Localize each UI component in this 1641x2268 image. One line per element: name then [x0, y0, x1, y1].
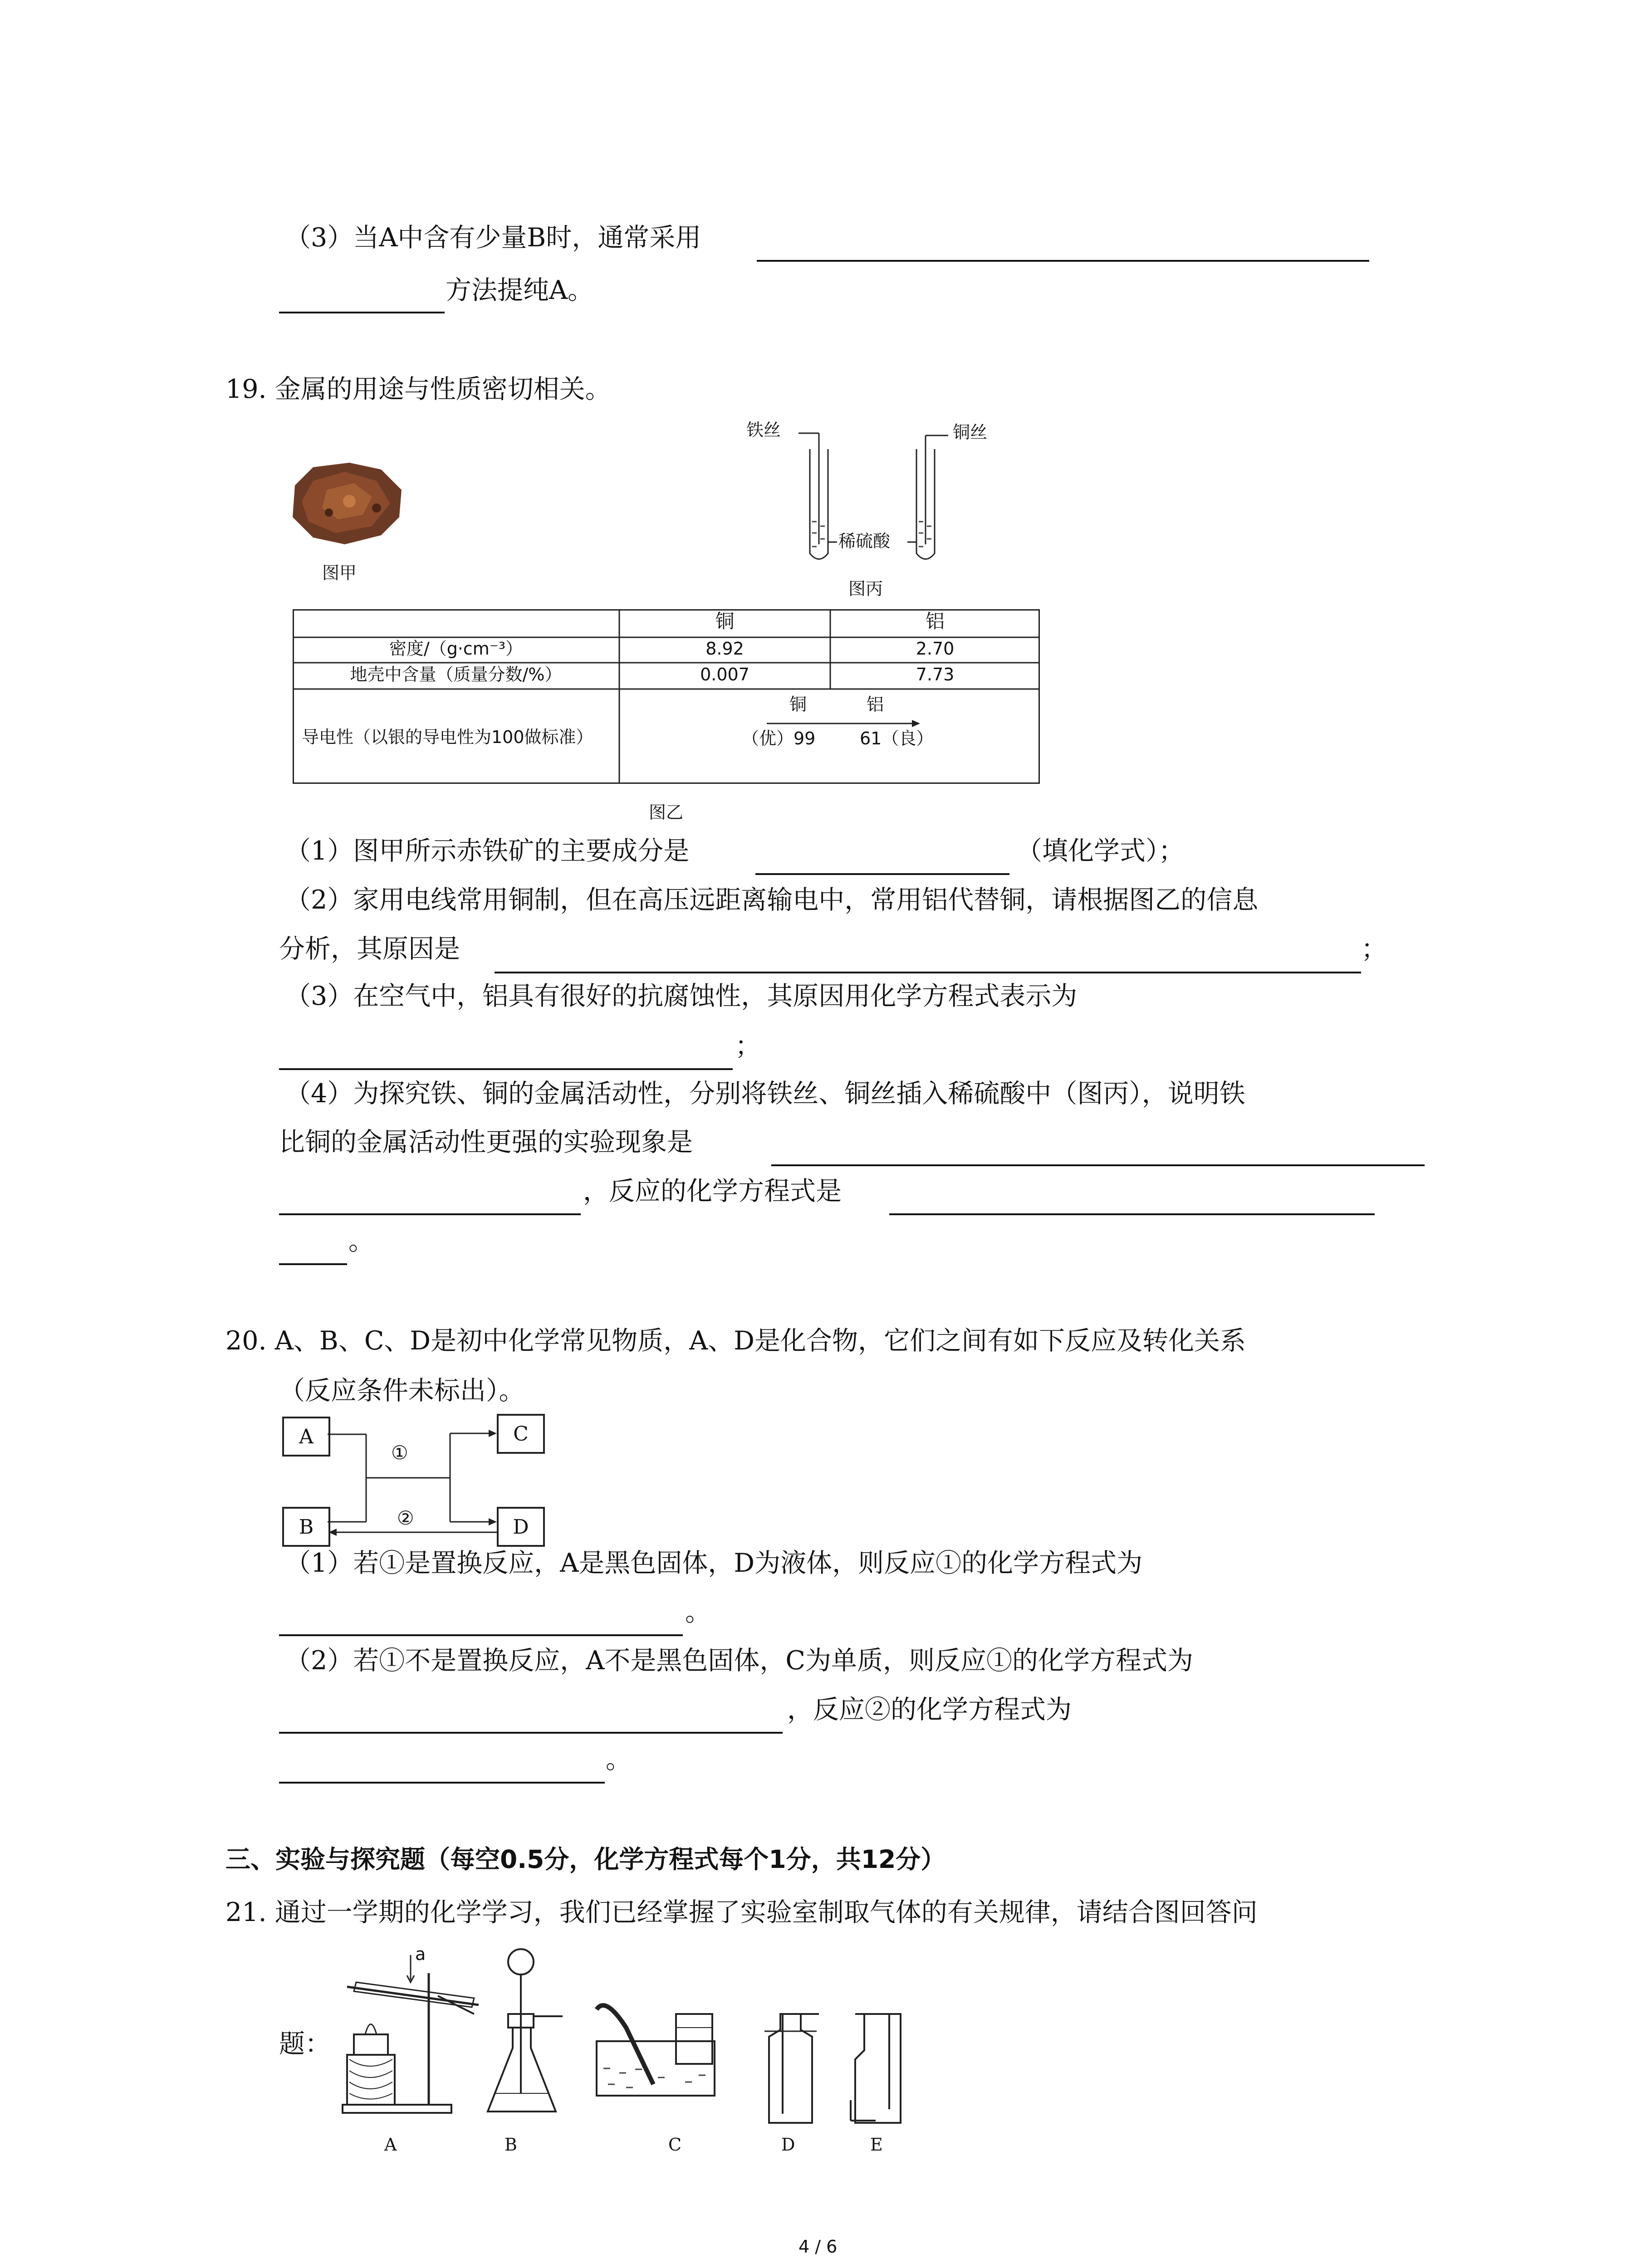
node-d: D — [497, 1507, 545, 1547]
table-header-copper: 铜 — [715, 610, 735, 632]
q19-part2-end: ； — [1361, 934, 1387, 964]
table-row-density-label: 密度/（g·cm⁻³） — [389, 639, 523, 659]
apparatus-label-a: A — [384, 2135, 397, 2155]
q19-part1-suffix: （填化学式）； — [1016, 836, 1185, 866]
table-row-abundance-label: 地壳中含量（质量分数/%） — [350, 665, 562, 684]
q19-part4-line1: （4）为探究铁、铜的金属活动性，分别将铁丝、铜丝插入稀硫酸中（图丙），说明铁 — [285, 1079, 1245, 1109]
apparatus-a-arrow-label: a — [415, 1944, 426, 1964]
apparatus-c-water-collection — [594, 1969, 735, 2127]
q20-part2-blank-2[interactable] — [279, 1782, 605, 1784]
apparatus-b-flask — [481, 1944, 572, 2125]
dilute-sulfuric-acid-label: 稀硫酸 — [838, 531, 891, 551]
q19-part1-blank[interactable] — [755, 873, 1009, 875]
fig-bing-caption: 图丙 — [848, 579, 883, 599]
q20-part2: （2）若①不是置换反应，A不是黑色固体，C为单质，则反应①的化学方程式为 — [285, 1646, 1194, 1676]
fig-yi-caption: 图乙 — [649, 802, 684, 822]
reaction-2-label: ② — [397, 1507, 414, 1529]
conductivity-aluminum-label: 铝 — [867, 694, 884, 714]
apparatus-a-heating-setup — [338, 1946, 488, 2118]
properties-table-grid — [293, 609, 1040, 784]
node-a: A — [282, 1417, 330, 1457]
q19-stem: 19. 金属的用途与性质密切相关。 — [225, 374, 611, 404]
q20-part2-end: 。 — [606, 1745, 632, 1774]
q19-part4-line3: ，反应的化学方程式是 — [583, 1176, 842, 1206]
fig-jia-caption: 图甲 — [322, 563, 357, 583]
node-b: B — [282, 1507, 330, 1547]
q20-part2-mid: ，反应②的化学方程式为 — [787, 1695, 1072, 1725]
q20-part1-blank[interactable] — [279, 1634, 683, 1636]
q19-part4-blank-2[interactable] — [279, 1213, 581, 1215]
q18-part3-line2: 方法提纯A。 — [446, 275, 594, 305]
apparatus-label-d: D — [781, 2135, 795, 2155]
q19-part1: （1）图甲所示赤铁矿的主要成分是 — [285, 836, 690, 866]
conductivity-aluminum-value: 61（良） — [860, 728, 934, 748]
q19-part4-line2: 比铜的金属活动性更强的实验现象是 — [279, 1127, 693, 1157]
apparatus-label-b: B — [505, 2135, 517, 2155]
q19-part4-blank-1[interactable] — [771, 1164, 1425, 1166]
apparatus-d-bottle — [755, 2009, 823, 2132]
table-row-density-aluminum: 2.70 — [916, 639, 955, 659]
q21-stem-cont: 题： — [279, 2029, 331, 2059]
reaction-1-label: ① — [391, 1442, 408, 1464]
q18-blank-1[interactable] — [757, 260, 1369, 262]
table-row-abundance-copper: 0.007 — [700, 665, 749, 684]
q20-stem-line1: 20. A、B、C、D是初中化学常见物质，A、D是化合物，它们之间有如下反应及转化关系 — [225, 1326, 1246, 1356]
conductivity-arrow — [767, 719, 921, 728]
copper-wire-label: 铜丝 — [953, 422, 988, 442]
apparatus-label-e: E — [870, 2135, 883, 2155]
apparatus-label-c: C — [668, 2135, 682, 2155]
q19-part4-blank-3[interactable] — [889, 1213, 1375, 1215]
table-header-aluminum: 铝 — [925, 610, 945, 632]
conductivity-copper-label: 铜 — [789, 694, 807, 714]
apparatus-e-bottle — [844, 2009, 912, 2132]
section3-title: 三、实验与探究题（每空0.5分，化学方程式每个1分，共12分） — [225, 1845, 946, 1874]
table-row-density-copper: 8.92 — [705, 639, 744, 659]
q20-part1-end: 。 — [685, 1597, 711, 1627]
q18-blank-2[interactable] — [279, 312, 445, 313]
q18-part3-line1: （3）当A中含有少量B时，通常采用 — [285, 223, 701, 253]
q19-part4-end: 。 — [348, 1226, 374, 1256]
q21-stem: 21. 通过一学期的化学学习，我们已经掌握了实验室制取气体的有关规律，请结合图回答问 — [225, 1897, 1258, 1927]
q19-part3-end: ； — [735, 1031, 761, 1061]
q19-part3-blank[interactable] — [279, 1068, 733, 1070]
conductivity-copper-value: （优）99 — [742, 728, 816, 748]
q20-stem-line2: （反应条件未标出）。 — [279, 1376, 525, 1406]
q19-part2-line2: 分析，其原因是 — [279, 934, 460, 964]
page-number: 4 / 6 — [798, 2237, 838, 2257]
q19-part2-blank[interactable] — [495, 972, 1361, 973]
iron-wire-label: 铁丝 — [746, 420, 781, 440]
q19-part4-blank-4[interactable] — [279, 1263, 347, 1265]
node-c: C — [497, 1414, 545, 1454]
q20-part2-blank-1[interactable] — [279, 1732, 783, 1734]
table-row-abundance-aluminum: 7.73 — [916, 665, 955, 684]
q19-part2-line1: （2）家用电线常用铜制，但在高压远距离输电中，常用铝代替铜，请根据图乙的信息 — [285, 885, 1259, 915]
q19-part3-line1: （3）在空气中，铝具有很好的抗腐蚀性，其原因用化学方程式表示为 — [285, 981, 1078, 1011]
q20-part1: （1）若①是置换反应，A是黑色固体，D为液体，则反应①的化学方程式为 — [285, 1548, 1143, 1578]
hematite-rock-image — [286, 458, 408, 549]
table-row-conductivity-label: 导电性（以银的导电性为100做标准） — [302, 727, 593, 747]
